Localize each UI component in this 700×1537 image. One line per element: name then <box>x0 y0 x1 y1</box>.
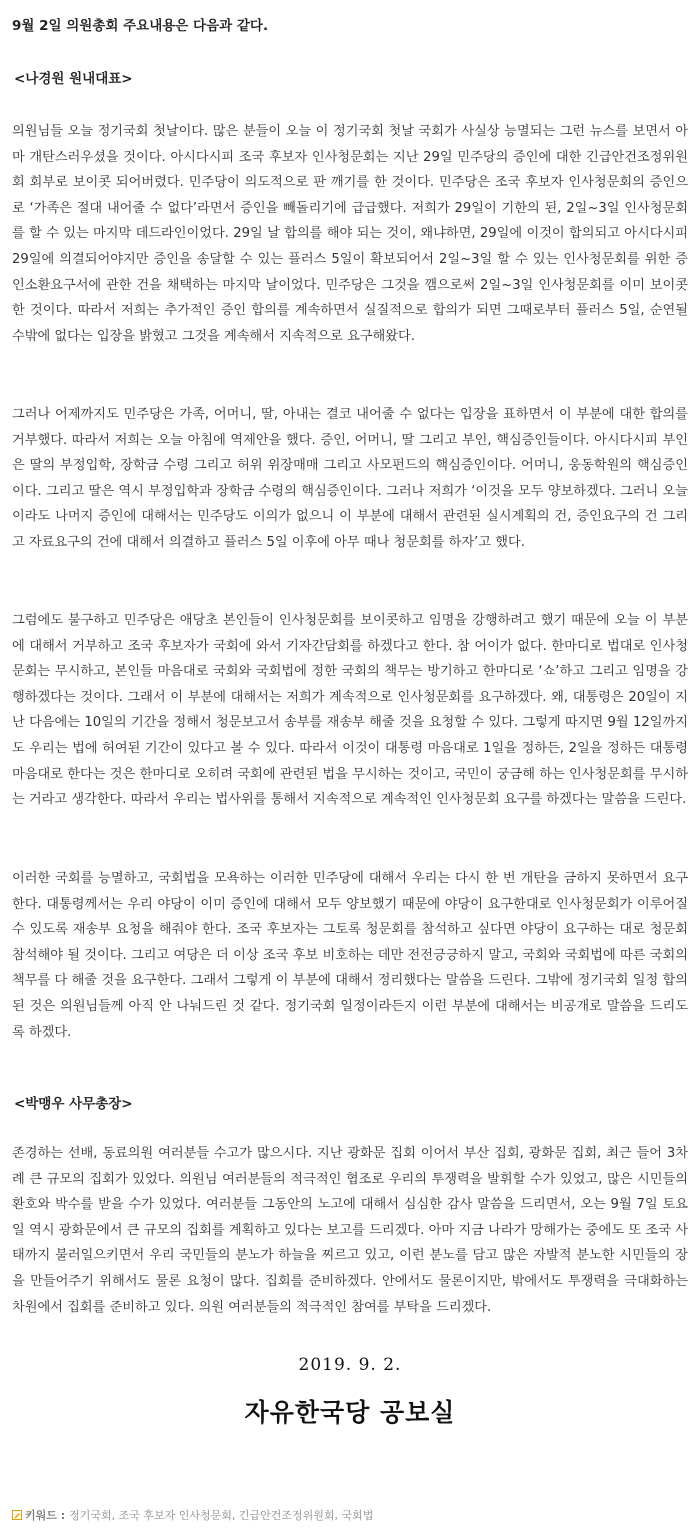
paragraph-1: 의원님들 오늘 정기국회 첫날이다. 많은 분들이 오늘 이 정기국회 첫날 국회가 사실상 능멸되는 그런 뉴스를 보면서 아마 개탄스러우셨을 것이다. 아시다시피 조국 후보자 인사청문회는 지난 29일 민주당의 증인에 대한 긴급안건조정위원회 회부로 보이콧 되어버렸다. 민주당이 의도적으로 판 깨기를 한 것이다. 민주당은 조국 후보자 인사청문회의 증인으로 ‘가족은 절대 내어줄 수 없다’라면서 증인을 빼돌리기에 급급했다. 저희가 29일이 기한의 된, 2일~3일 인사청문회를 할 수 있는 마지막 데드라인이었다. 29일 날 합의를 해야 되는 것이, 왜냐하면, 29일에 이것이 합의되고 아시다시피 29일에 의결되어야지만 증인을 송달할 수 있는 플러스 5일이 확보되어서 2일~3일 할 수 있는 인사청문회를 위한 증인소환요구서에 관한 건을 채택하는 마지막 날이었다. 민주당은 그것을 깸으로써 2일~3일 인사청문회를 이미 보이콧 한 것이다. 따라서 저희는 추가적인 증인 합의를 계속하면서 실질적으로 합의가 되면 그때로부터 플러스 5일, 순연될 수밖에 없다는 입장을 밝혔고 그것을 계속해서 지속적으로 요구해왔다. <box>12 124 688 344</box>
keyword-bar <box>12 1507 373 1523</box>
speaker-heading-park: <박맹우 사무총장> <box>14 1096 133 1112</box>
office-name: 자유한국당 공보실 <box>244 1398 456 1427</box>
release-date: 2019. 9. 2. <box>298 1355 402 1375</box>
keyword-list[interactable]: 정기국회, 조국 후보자 인사청문회, 긴급안건조정위원회, 국회법 <box>69 1509 374 1522</box>
keyword-label: 키워드 : <box>25 1509 66 1522</box>
pencil-icon <box>12 1510 22 1520</box>
paragraph-4: 이러한 국회를 능멸하고, 국회법을 모욕하는 이러한 민주당에 대해서 우리는 다시 한 번 개탄을 금하지 못하면서 요구한다. 대통령께서는 우리 야당이 이미 증인에 대해서 모두 양보했기 때문에 야당이 요구한대로 인사청문회가 이루어질 수 있도록 재송부 요청을 해줘야 한다. 조국 후보자는 그토록 청문회를 참석하고 싶다면 야당이 요구하는 대로 청문회 참석해야 될 것이다. 그리고 여당은 더 이상 조국 후보 비호하는 데만 전전긍긍하지 말고, 국회와 국회법에 따른 국회의 책무를 다 해줄 것을 요구한다. 그래서 그렇게 이 부분에 대해서 정리했다는 말씀을 드린다. 그밖에 정기국회 일정 합의된 것은 의원님들께 아직 안 나눠드린 것 같다. 정기국회 일정이라든지 이런 부분에 대해서는 비공개로 말씀을 드리도록 하겠다. <box>12 871 688 1040</box>
intro-line: 9월 2일 의원총회 주요내용은 다음과 같다. <box>12 18 269 34</box>
paragraph-2: 그러나 어제까지도 민주당은 가족, 어머니, 딸, 아내는 결코 내어줄 수 없다는 입장을 표하면서 이 부분에 대한 합의를 거부했다. 따라서 저희는 오늘 아침에 역제안을 했다. 증인, 어머니, 딸 그리고 부인, 핵심증인들이다. 아시다시피 부인은 딸의 부정입학, 장학금 수령 그리고 허위 위장매매 그리고 사모펀드의 핵심증인이다. 어머니, 웅동학원의 핵심증인이다. 그리고 딸은 역시 부정입학과 장학금 수령의 핵심증인이다. 그러나 저희가 ‘이것을 모두 양보하겠다. 그러니 오늘이라도 나머지 증인에 대해서는 민주당도 이의가 없으니 이 부분에 대해서 관련된 실시계획의 건, 증인요구의 건 그리고 자료요구의 건에 대해서 의결하고 플러스 5일 이후에 아무 때나 청문회를 하자’고 했다. <box>12 407 688 550</box>
speaker-heading-na: <나경원 원내대표> <box>14 71 133 87</box>
paragraph-3: 그럼에도 불구하고 민주당은 애당초 본인들이 인사청문회를 보이콧하고 임명을 강행하려고 했기 때문에 오늘 이 부분에 대해서 거부하고 조국 후보자가 국회에 와서 기자간담회를 하겠다고 한다. 참 어이가 없다. 한마디로 법대로 인사청문회는 무시하고, 본인들 마음대로 국회와 국회법에 정한 국회의 책무는 방기하고 한마디로 ‘쇼’하고 그리고 임명을 강행하겠다는 것이다. 그래서 이 부분에 대해서는 저희가 계속적으로 인사청문회를 요구하겠다. 왜, 대통령은 20일이 지난 다음에는 10일의 기간을 정해서 청문보고서 송부를 재송부 해줄 것을 요청할 수 있다. 그렇게 따지면 9월 12일까지도 우리는 법에 허여된 기간이 있다고 볼 수 있다. 따라서 이것이 대통령 마음대로 1일을 정하든, 2일을 정하든 대통령 마음대로 한다는 것은 한마디로 오히려 국회에 관련된 법을 무시하는 것이고, 국민이 궁금해 하는 인사청문회를 무시하는 거라고 생각한다. 따라서 우리는 법사위를 통해서 지속적으로 계속적인 인사청문회 요구를 하겠다는 말씀을 드린다. <box>12 613 688 808</box>
paragraph-5: 존경하는 선배, 동료의원 여러분들 수고가 많으시다. 지난 광화문 집회 이어서 부산 집회, 광화문 집회, 최근 들어 3차례 큰 규모의 집회가 있었다. 의원님 여러분들의 적극적인 협조로 우리의 투쟁력을 발휘할 수가 있었고, 많은 시민들의 환호와 박수를 받을 수가 있었다. 여러분들 그동안의 노고에 대해서 심심한 감사 말씀을 드리면서, 오는 9월 7일 토요일 역시 광화문에서 큰 규모의 집회를 계획하고 있다는 보고를 드리겠다. 아마 지금 나라가 망해가는 중에도 또 조국 사태까지 불러일으키면서 우리 국민들의 분노가 하늘을 찌르고 있고, 이런 분노를 담고 많은 자발적 분노한 시민들의 장을 만들어주기 위해서도 물론 요청이 많다. 집회를 준비하겠다. 안에서도 물론이지만, 밖에서도 투쟁력을 극대화하는 차원에서 집회를 준비하고 있다. 의원 여러분들의 적극적인 참여를 부탁을 드리겠다. <box>12 1146 688 1315</box>
